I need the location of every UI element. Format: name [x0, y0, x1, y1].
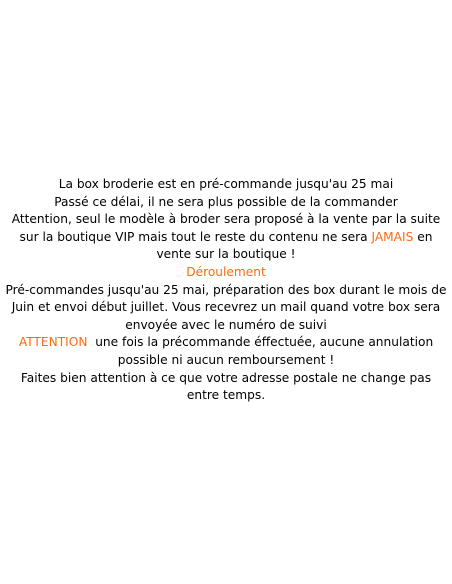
no-cancellation-line	[0, 334, 452, 352]
meanwhile-line: entre temps.	[186, 388, 266, 403]
vip-boutique-text-after: en	[413, 229, 433, 244]
shipping-schedule-line: Juin et envoi début juillet. Vous recevrez un mail quand votre box sera	[11, 300, 441, 315]
preorder-deadline-line: La box broderie est en pré-commande jusqu'au 25 mai	[58, 177, 394, 191]
vip-boutique-text-before: sur la boutique VIP mais tout le reste du contenu ne sera	[19, 229, 372, 244]
attention-emphasis: ATTENTION	[18, 335, 88, 350]
sale-on-boutique-line: vente sur la boutique !	[156, 247, 296, 262]
attention-model-line: Attention, seul le modèle à broder sera proposé à la vente par la suite	[11, 212, 441, 227]
deroulement-heading: Déroulement	[186, 264, 266, 279]
tracking-number-line: envoyée avec le numéro de suivi	[125, 317, 327, 332]
vip-boutique-line	[0, 229, 452, 247]
no-longer-available-line: Passé ce délai, il ne sera plus possible de la commander	[54, 194, 398, 209]
postal-address-line: Faites bien attention à ce que votre adresse postale ne change pas	[20, 370, 432, 385]
jamais-emphasis: JAMAIS	[371, 229, 414, 244]
no-refund-line: possible ni aucun remboursement !	[117, 352, 335, 367]
announcement-text	[0, 176, 452, 405]
preorder-schedule-line: Pré-commandes jusqu'au 25 mai, préparation des box durant le mois de	[5, 282, 447, 297]
no-cancellation-text: une fois la précommande éffectuée, aucune annulation	[87, 335, 434, 350]
